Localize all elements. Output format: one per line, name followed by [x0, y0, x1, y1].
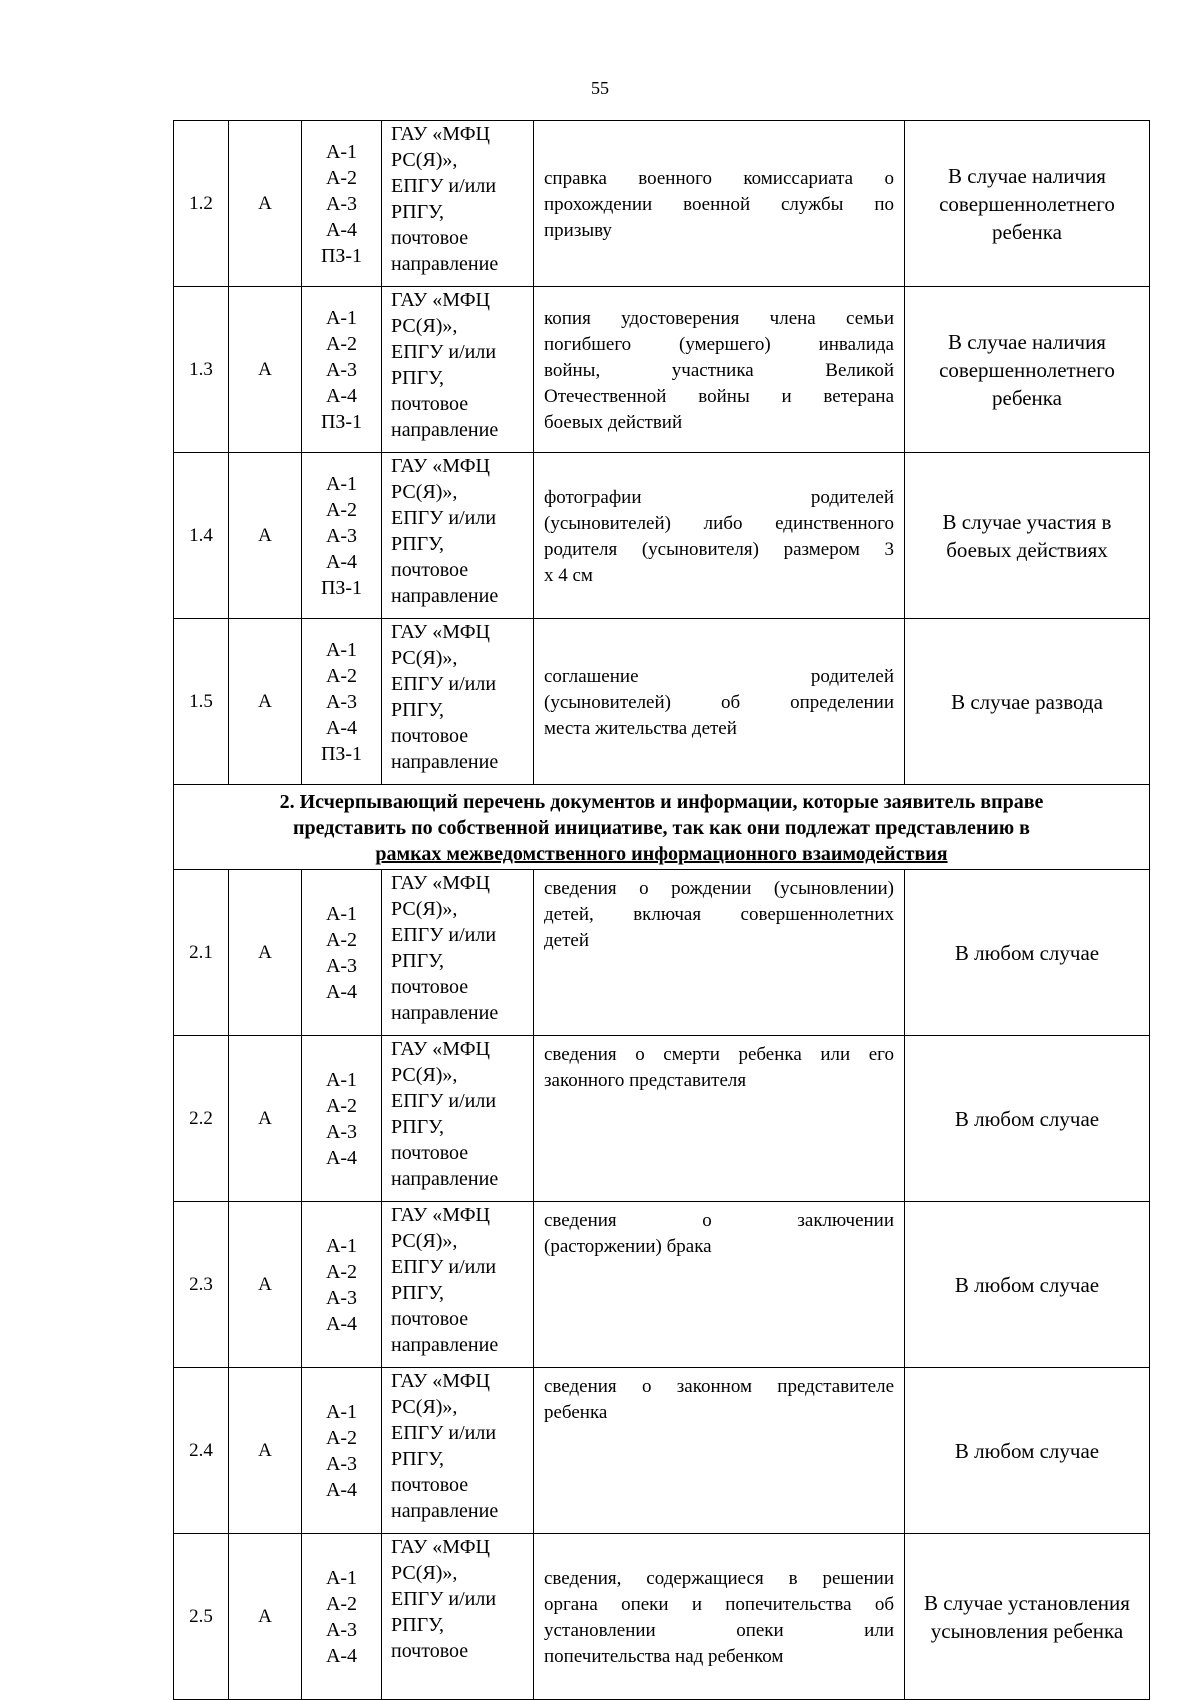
description-line: (расторжении) брака	[544, 1236, 712, 1257]
document-code: А-2	[325, 1260, 358, 1283]
document-code: А-2	[325, 498, 358, 521]
submission-channel-line: почтовое	[391, 393, 469, 415]
document-code: А-3	[325, 1120, 358, 1143]
document-code: А-4	[325, 550, 358, 573]
document-description	[534, 1534, 905, 1700]
applicant-category: А	[229, 453, 302, 619]
document-codes	[302, 619, 382, 785]
document-code: А-2	[325, 928, 358, 951]
document-description	[534, 1036, 905, 1202]
description-line: х 4 см	[544, 564, 593, 586]
submission-channel-line: ЕПГУ и/или	[391, 1256, 497, 1278]
document-codes	[302, 1368, 382, 1534]
description-line: справка военного комиссариата о	[544, 167, 894, 189]
document-code: А-3	[325, 358, 358, 381]
document-code: А-4	[325, 980, 358, 1003]
document-description	[534, 121, 905, 287]
submission-channel-line: РС(Я)»,	[391, 898, 458, 920]
submission-channel-line: ГАУ «МФЦ	[391, 872, 490, 894]
submission-channel-line: направление	[391, 419, 499, 441]
item-number: 1.5	[174, 619, 229, 785]
item-number: 1.3	[174, 287, 229, 453]
documents-table	[173, 120, 1150, 1700]
submission-channels	[382, 1036, 534, 1202]
submission-channel-line: РС(Я)»,	[391, 149, 458, 171]
applicant-category: А	[229, 1036, 302, 1202]
submission-channel-line: РПГУ,	[391, 699, 445, 721]
submission-channel-line: почтовое	[391, 1308, 469, 1330]
submission-channel-line: направление	[391, 585, 499, 607]
submission-channels	[382, 453, 534, 619]
submission-channels	[382, 1368, 534, 1534]
submission-channel-line: ЕПГУ и/или	[391, 1422, 497, 1444]
submission-condition: В случае установления усыновления ребенка	[905, 1534, 1150, 1700]
submission-channel-line: РС(Я)»,	[391, 1562, 458, 1584]
submission-channel-line: ЕПГУ и/или	[391, 341, 497, 363]
applicant-category: А	[229, 121, 302, 287]
document-code: А-1	[325, 1234, 358, 1257]
submission-channel-line: ГАУ «МФЦ	[391, 1204, 490, 1226]
submission-channel-line: ЕПГУ и/или	[391, 1588, 497, 1610]
submission-channel-line: направление	[391, 253, 499, 275]
section-header-row	[174, 785, 1150, 870]
submission-channel-line: РПГУ,	[391, 1116, 445, 1138]
submission-channel-line: ЕПГУ и/или	[391, 507, 497, 529]
document-code: ПЗ-1	[320, 410, 363, 433]
table-row	[174, 1202, 1150, 1368]
submission-channel-line: почтовое	[391, 725, 469, 747]
submission-channel-line: РПГУ,	[391, 367, 445, 389]
applicant-category: А	[229, 619, 302, 785]
description-line: ребенка	[544, 1402, 608, 1423]
item-number: 2.3	[174, 1202, 229, 1368]
document-code: А-2	[325, 1592, 358, 1615]
document-code: А-4	[325, 1644, 358, 1667]
submission-channel-line: РПГУ,	[391, 1282, 445, 1304]
submission-channel-line: ГАУ «МФЦ	[391, 621, 490, 643]
submission-channel-line: ЕПГУ и/или	[391, 673, 497, 695]
item-number: 2.5	[174, 1534, 229, 1700]
submission-channel-line: ЕПГУ и/или	[391, 175, 497, 197]
document-codes	[302, 121, 382, 287]
submission-channel-line: РПГУ,	[391, 533, 445, 555]
document-code: А-1	[325, 1400, 358, 1423]
description-line: сведения, содержащиеся в решении	[544, 1567, 894, 1589]
document-codes	[302, 287, 382, 453]
document-code: А-1	[325, 1566, 358, 1589]
submission-channel-line: РС(Я)»,	[391, 1230, 458, 1252]
item-number: 1.4	[174, 453, 229, 619]
document-code: А-4	[325, 384, 358, 407]
submission-channel-line: почтовое	[391, 976, 469, 998]
submission-channel-line: ГАУ «МФЦ	[391, 455, 490, 477]
document-code: А-3	[325, 1618, 358, 1641]
document-code: А-1	[325, 638, 358, 661]
submission-channel-line: направление	[391, 1500, 499, 1522]
document-description	[534, 287, 905, 453]
submission-channels	[382, 619, 534, 785]
description-line: войны, участника Великой	[544, 359, 894, 381]
document-code: ПЗ-1	[320, 742, 363, 765]
description-line: фотографии родителей	[544, 486, 894, 508]
applicant-category: А	[229, 870, 302, 1036]
submission-channel-line: РПГУ,	[391, 950, 445, 972]
document-code: А-3	[325, 524, 358, 547]
document-description	[534, 1202, 905, 1368]
document-code: А-2	[325, 332, 358, 355]
applicant-category: А	[229, 287, 302, 453]
item-number: 2.4	[174, 1368, 229, 1534]
description-line: (усыновителей) либо единственного	[544, 512, 894, 534]
table-row	[174, 453, 1150, 619]
document-code: ПЗ-1	[320, 244, 363, 267]
submission-channel-line: почтовое	[391, 1640, 469, 1662]
document-code: А-4	[325, 1312, 358, 1335]
description-line: погибшего (умершего) инвалида	[544, 333, 894, 355]
submission-condition: В любом случае	[905, 1368, 1150, 1534]
submission-channel-line: почтовое	[391, 227, 469, 249]
submission-channel-line: почтовое	[391, 1142, 469, 1164]
submission-condition: В случае наличия совершеннолетнего ребенка	[905, 287, 1150, 453]
document-code: А-2	[325, 166, 358, 189]
submission-channel-line: ЕПГУ и/или	[391, 1090, 497, 1112]
submission-channels	[382, 1202, 534, 1368]
submission-channel-line: направление	[391, 751, 499, 773]
description-line: детей	[544, 930, 590, 951]
page-number: 55	[591, 78, 609, 98]
submission-condition: В случае наличия совершеннолетнего ребенка	[905, 121, 1150, 287]
submission-channel-line: РПГУ,	[391, 201, 445, 223]
document-code: А-3	[325, 954, 358, 977]
document-code: А-3	[325, 690, 358, 713]
document-code: А-2	[325, 664, 358, 687]
document-code: А-4	[325, 1146, 358, 1169]
table-row	[174, 870, 1150, 1036]
submission-channel-line: РПГУ,	[391, 1614, 445, 1636]
applicant-category: А	[229, 1202, 302, 1368]
document-description	[534, 453, 905, 619]
submission-channel-line: ГАУ «МФЦ	[391, 1038, 490, 1060]
description-line: (усыновителей) об определении	[544, 691, 894, 713]
table-row	[174, 619, 1150, 785]
description-line: попечительства над ребенком	[544, 1645, 784, 1667]
item-number: 1.2	[174, 121, 229, 287]
submission-condition: В любом случае	[905, 1036, 1150, 1202]
document-code: А-1	[325, 472, 358, 495]
submission-condition: В любом случае	[905, 870, 1150, 1036]
submission-channel-line: ГАУ «МФЦ	[391, 289, 490, 311]
document-codes	[302, 1036, 382, 1202]
submission-channel-line: РС(Я)»,	[391, 315, 458, 337]
description-line: установлении опеки или	[544, 1619, 894, 1641]
document-description	[534, 870, 905, 1036]
table-row	[174, 1368, 1150, 1534]
document-code: А-1	[325, 1068, 358, 1091]
document-code: А-1	[325, 902, 358, 925]
submission-channel-line: ЕПГУ и/или	[391, 924, 497, 946]
section-title-line: представить по собственной инициативе, так как они подлежат представлению в	[293, 817, 1030, 839]
submission-channel-line: ГАУ «МФЦ	[391, 1536, 490, 1558]
description-line: соглашение родителей	[544, 665, 894, 687]
table-row	[174, 287, 1150, 453]
submission-channel-line: РС(Я)»,	[391, 1396, 458, 1418]
description-line: прохождении военной службы по	[544, 193, 894, 215]
submission-channel-line: РС(Я)»,	[391, 1064, 458, 1086]
submission-channel-line: почтовое	[391, 1474, 469, 1496]
description-line: копия удостоверения члена семьи	[544, 307, 894, 329]
submission-channel-line: направление	[391, 1168, 499, 1190]
submission-channel-line: ГАУ «МФЦ	[391, 123, 490, 145]
description-line: родителя (усыновителя) размером 3	[544, 538, 894, 560]
document-description	[534, 619, 905, 785]
submission-channels	[382, 870, 534, 1036]
section-title-line: рамках межведомственного информационного взаимодействия	[375, 843, 948, 865]
submission-condition: В любом случае	[905, 1202, 1150, 1368]
document-code: ПЗ-1	[320, 576, 363, 599]
submission-channel-line: РПГУ,	[391, 1448, 445, 1470]
description-line: места жительства детей	[544, 717, 737, 739]
description-line: Отечественной войны и ветерана	[544, 385, 894, 407]
document-codes	[302, 870, 382, 1036]
document-code: А-3	[325, 1452, 358, 1475]
submission-channel-line: направление	[391, 1334, 499, 1356]
description-line: законного представителя	[544, 1070, 747, 1091]
document-code: А-4	[325, 1478, 358, 1501]
submission-channels	[382, 1534, 534, 1700]
document-code: А-3	[325, 1286, 358, 1309]
submission-channels	[382, 121, 534, 287]
document-code: А-3	[325, 192, 358, 215]
submission-channel-line: РС(Я)»,	[391, 481, 458, 503]
document-code: А-4	[325, 218, 358, 241]
table-row	[174, 121, 1150, 287]
description-line: боевых действий	[544, 411, 683, 433]
description-line: детей, включая совершеннолетних	[544, 904, 894, 925]
submission-channel-line: направление	[391, 1002, 499, 1024]
description-line: сведения о законном представителе	[544, 1376, 894, 1397]
submission-channel-line: РС(Я)»,	[391, 647, 458, 669]
document-code: А-1	[325, 140, 358, 163]
table-row	[174, 1036, 1150, 1202]
description-line: сведения о смерти ребенка или его	[544, 1044, 894, 1065]
document-code: А-2	[325, 1094, 358, 1117]
applicant-category: А	[229, 1368, 302, 1534]
submission-channel-line: ГАУ «МФЦ	[391, 1370, 490, 1392]
section-title-line: 2. Исчерпывающий перечень документов и информации, которые заявитель вправе	[279, 791, 1044, 813]
description-line: сведения о рождении (усыновлении)	[544, 878, 894, 899]
submission-condition: В случае развода	[905, 619, 1150, 785]
table-row	[174, 1534, 1150, 1700]
document-codes	[302, 453, 382, 619]
document-code: А-1	[325, 306, 358, 329]
document-codes	[302, 1534, 382, 1700]
document-codes	[302, 1202, 382, 1368]
document-code: А-2	[325, 1426, 358, 1449]
description-line: органа опеки и попечительства об	[544, 1593, 894, 1615]
applicant-category: А	[229, 1534, 302, 1700]
description-line: сведения о заключении	[544, 1210, 894, 1231]
submission-channels	[382, 287, 534, 453]
document-description	[534, 1368, 905, 1534]
submission-condition: В случае участия в боевых действиях	[905, 453, 1150, 619]
document-code: А-4	[325, 716, 358, 739]
item-number: 2.1	[174, 870, 229, 1036]
item-number: 2.2	[174, 1036, 229, 1202]
section-title	[174, 785, 1150, 870]
submission-channel-line: почтовое	[391, 559, 469, 581]
description-line: призыву	[544, 219, 612, 241]
